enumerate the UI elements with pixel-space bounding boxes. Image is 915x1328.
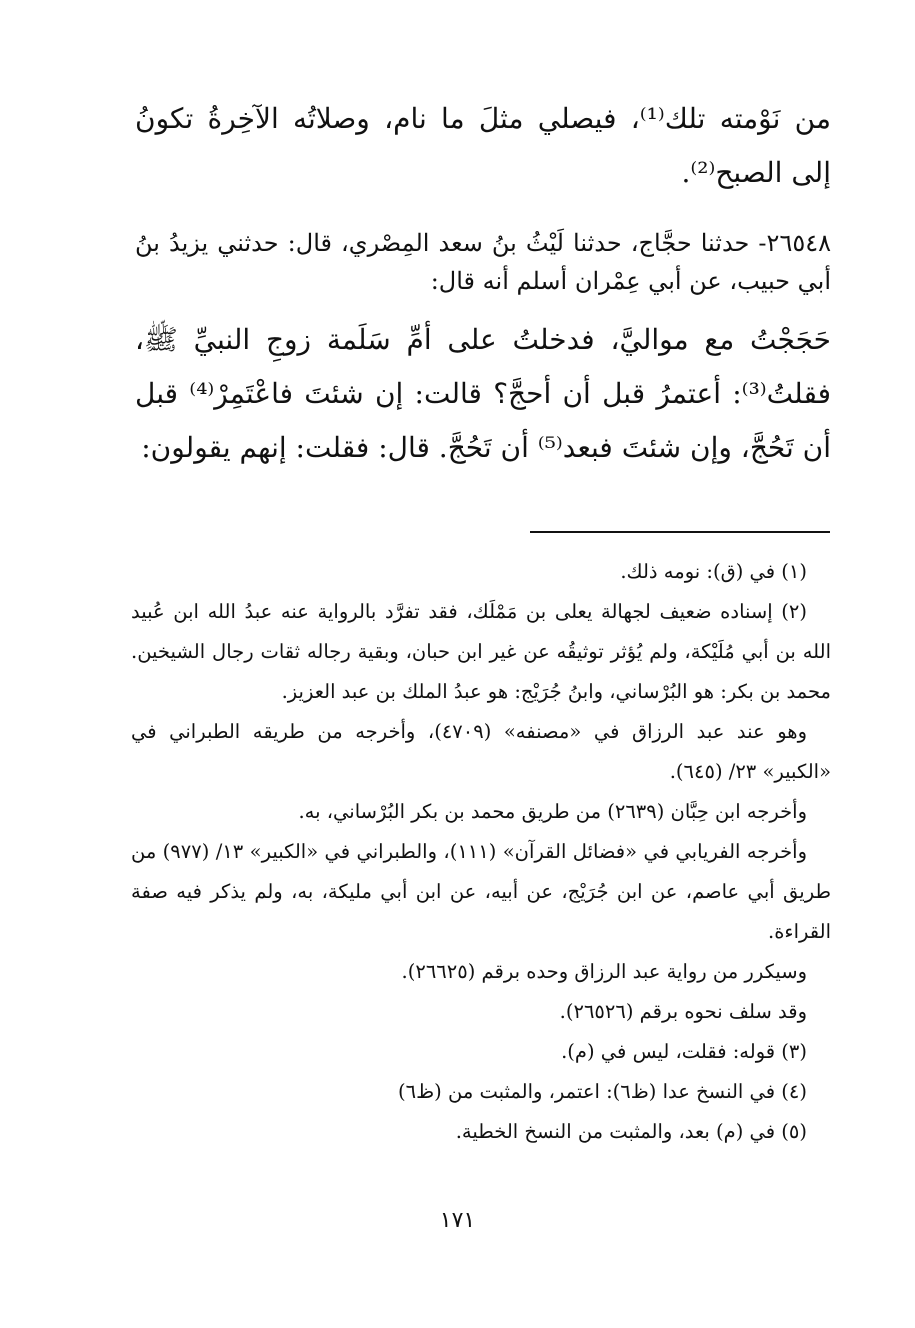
main-paragraph-intro: من نَوْمته تلك⁽¹⁾، فيصلي مثلَ ما نام، وصلاتُه الآخِرةُ تكونُ إلى الصبح⁽²⁾. [135, 102, 831, 189]
footnote-3: (٣) قوله: فقلت، ليس في (م). [561, 1040, 807, 1063]
footnote-2-continuation: وسيكرر من رواية عبد الرزاق وحده برقم (٢٦٦٢٥). [401, 960, 807, 983]
footnote-5: (٥) في (م) بعد، والمثبت من النسخ الخطية. [455, 1120, 807, 1143]
footnote-separator [530, 531, 830, 533]
footnotes-section [131, 552, 831, 1152]
footnote-2-continuation: وقد سلف نحوه برقم (٢٦٥٢٦). [559, 1000, 807, 1023]
hadith-matn-paragraph: حَجَجْتُ مع مواليَّ، فدخلتُ على أمِّ سَلَمة زوجِ النبيِّ ﷺ، فقلتُ⁽³⁾: أعتمرُ قبل أن أحجَّ؟ قالت: إن شئتَ فاعْتَمِرْ⁽⁴⁾ قبل أن تَحُجَّ، وإن شئتَ فبعد⁽⁵⁾ أن تَحُجَّ. قال: فقلت: إنهم يقولون: [135, 323, 831, 464]
hadith-isnad-paragraph: ٢٦٥٤٨- حدثنا حجَّاج، حدثنا لَيْثُ بنُ سعد المِصْري، قال: حدثني يزيدُ بنُ أبي حبيب، عن أبي عِمْران أسلم أنه قال: [135, 229, 831, 295]
footnote-4: (٤) في النسخ عدا (ظ٦): اعتمر، والمثبت من (ظ٦) [398, 1080, 807, 1103]
footnote-2-continuation: وأخرجه ابن حِبَّان (٢٦٣٩) من طريق محمد بن بكر البُرْساني، به. [298, 800, 807, 823]
footnote-2: (٢) إسناده ضعيف لجهالة يعلى بن مَمْلَك، فقد تفرَّد بالرواية عنه عبدُ الله ابن عُبيد الله بن أبي مُلَيْكة، ولم يُؤثر توثيقُه عن غير ابن حبان، وبقية رجاله ثقات رجال الشيخين. محمد بن بكر: هو البُرْساني، وابنُ جُرَيْج: هو عبدُ الملك بن عبد العزيز. [131, 600, 831, 703]
footnote-2-continuation: وأخرجه الفريابي في «فضائل القرآن» (١١١)، والطبراني في «الكبير» ١٣/ (٩٧٧) من طريق أبي عاصم، عن ابن جُرَيْج، عن أبيه، عن ابن أبي مليكة، به، ولم يذكر فيه صفة القراءة. [131, 840, 831, 943]
page-number: ١٧١ [439, 1208, 476, 1233]
footnote-2-continuation: وهو عند عبد الرزاق في «مصنفه» (٤٧٠٩)، وأخرجه من طريقه الطبراني في «الكبير» ٢٣/ (٦٤٥). [131, 720, 831, 783]
footnote-1: (١) في (ق): نومه ذلك. [620, 560, 807, 583]
